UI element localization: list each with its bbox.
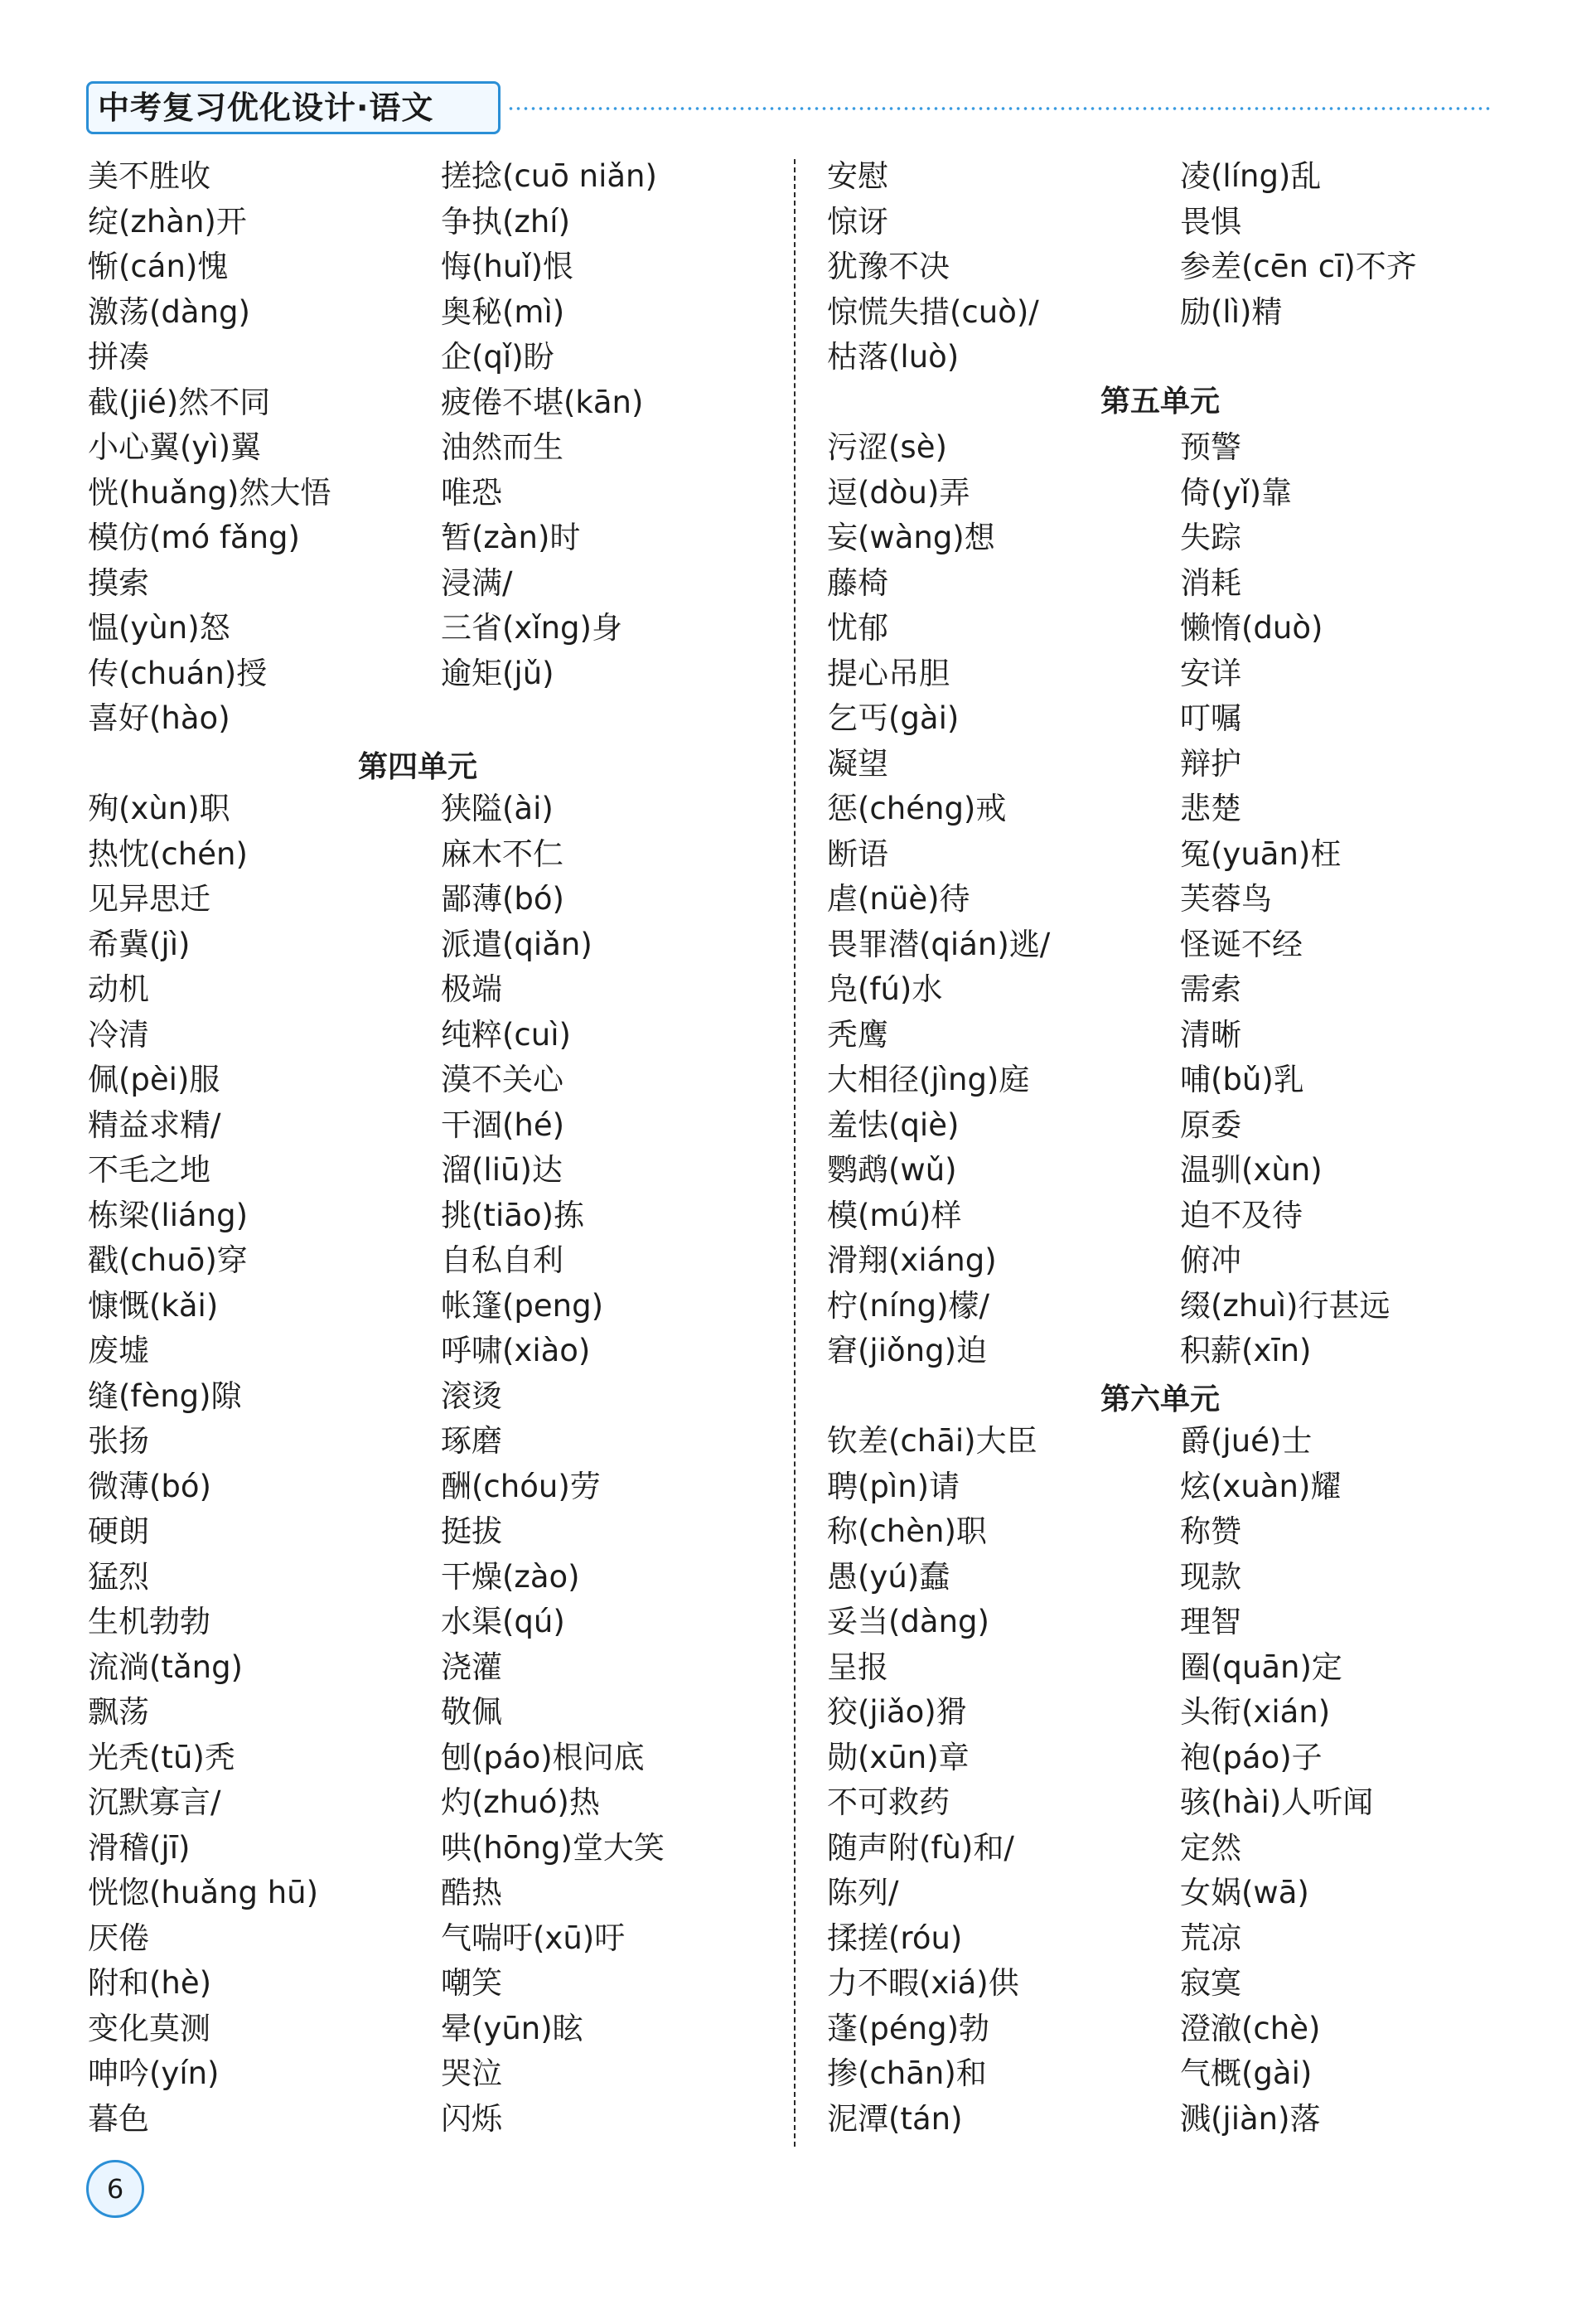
vocab-entry: 荒凉 <box>1180 1920 1241 1956</box>
vocab-entry: 爵(jué)士 <box>1180 1423 1313 1459</box>
vocab-entry: 畏惧 <box>1180 203 1241 240</box>
vocab-entry: 袍(páo)子 <box>1180 1739 1323 1775</box>
section-title-unit5: 第五单元 <box>1100 385 1221 419</box>
vocab-entry: 缀(zhuì)行甚远 <box>1180 1287 1390 1324</box>
vocab-entry: 妥当(dàng) <box>827 1604 989 1639</box>
vocab-entry: 陈列/ <box>827 1875 899 1910</box>
vocab-entry: 忧郁 <box>827 610 888 646</box>
vocab-entry: 闪烁 <box>441 2100 502 2137</box>
vocab-entry: 戳(chuō)穿 <box>88 1242 248 1278</box>
vocab-entry: 纯粹(cuì) <box>441 1016 571 1053</box>
vocab-entry: 微薄(bó) <box>88 1468 211 1504</box>
vocab-entry: 寂寞 <box>1180 1965 1241 2001</box>
vocab-entry: 栋梁(liáng) <box>88 1197 249 1233</box>
vocab-entry: 滚烫 <box>441 1377 502 1414</box>
vocab-entry: 懒惰(duò) <box>1180 610 1323 646</box>
vocab-entry: 生机勃勃 <box>88 1604 210 1639</box>
vocab-entry: 水渠(qú) <box>441 1604 565 1639</box>
page-number: 6 <box>86 2160 144 2218</box>
vocab-entry: 灼(zhuó)热 <box>441 1784 600 1820</box>
vocab-entry: 摸索 <box>88 564 149 601</box>
vocab-entry: 头衔(xián) <box>1180 1694 1331 1730</box>
vocab-entry: 大相径(jìng)庭 <box>827 1062 1030 1097</box>
vocab-entry: 自私自利 <box>441 1242 563 1278</box>
vocab-entry: 羞怯(qiè) <box>827 1106 960 1143</box>
column-2 <box>441 154 789 2142</box>
vocab-entry: 滑翔(xiáng) <box>827 1242 997 1278</box>
vocab-entry: 温驯(xùn) <box>1180 1152 1323 1188</box>
vocab-entry: 励(lì)精 <box>1180 293 1283 330</box>
vocab-entry: 鹦鹉(wǔ) <box>827 1152 957 1188</box>
vocab-entry: 气喘吁(xū)吁 <box>441 1920 626 1956</box>
vocab-entry: 随声附(fù)和/ <box>827 1829 1014 1866</box>
vocab-entry: 呈报 <box>827 1649 888 1685</box>
vocab-entry: 恍(huǎng)然大悟 <box>88 474 331 511</box>
vocab-entry: 三省(xǐng)身 <box>441 610 622 646</box>
column-1 <box>88 154 436 2142</box>
vocab-entry: 安慰 <box>827 158 888 194</box>
vocab-entry: 聘(pìn)请 <box>827 1468 960 1504</box>
vocab-entry: 光秃(tū)秃 <box>88 1739 235 1775</box>
vocab-entry: 激荡(dàng) <box>88 293 250 330</box>
vocab-entry: 附和(hè) <box>88 1965 212 2001</box>
vocab-entry: 厌倦 <box>88 1920 149 1956</box>
vocab-entry: 惩(chéng)戒 <box>827 791 1007 826</box>
vocab-entry: 称赞 <box>1180 1513 1241 1549</box>
vocab-entry: 废墟 <box>88 1333 149 1368</box>
vocab-entry: 消耗 <box>1180 564 1241 601</box>
vocab-entry: 称(chèn)职 <box>827 1513 987 1549</box>
column-4 <box>1180 154 1528 2142</box>
vocab-entry: 愠(yùn)怒 <box>88 610 230 646</box>
vocab-entry: 俯冲 <box>1180 1242 1241 1278</box>
vocab-entry: 力不暇(xiá)供 <box>827 1965 1019 2001</box>
vocab-entry: 提心吊胆 <box>827 655 950 691</box>
vocab-entry: 哄(hōng)堂大笑 <box>441 1829 665 1866</box>
vocab-entry: 佩(pèi)服 <box>88 1062 220 1097</box>
vocab-entry: 凝望 <box>827 745 888 782</box>
vocab-entry: 逾矩(jǔ) <box>441 655 554 691</box>
vocab-entry: 恍惚(huǎng hū) <box>88 1875 319 1910</box>
vocab-entry: 缝(fèng)隙 <box>88 1377 242 1414</box>
column-3 <box>827 154 1175 2142</box>
vocab-entry: 疲倦不堪(kān) <box>441 384 644 420</box>
vocab-entry: 气概(gài) <box>1180 2055 1313 2091</box>
vocab-entry: 慷慨(kǎi) <box>88 1287 219 1324</box>
vocab-entry: 飘荡 <box>88 1694 149 1730</box>
vocab-entry: 圈(quān)定 <box>1180 1649 1342 1685</box>
vocab-entry: 叮嘱 <box>1180 700 1241 736</box>
vocab-entry: 挺拔 <box>441 1513 502 1549</box>
section-title-unit6: 第六单元 <box>1100 1382 1221 1416</box>
vocab-entry: 哭泣 <box>441 2055 502 2091</box>
vocab-entry: 暮色 <box>88 2100 149 2137</box>
vocab-entry: 绽(zhàn)开 <box>88 203 247 240</box>
vocab-entry: 哺(bǔ)乳 <box>1180 1062 1304 1097</box>
vocab-entry: 现款 <box>1180 1558 1241 1595</box>
vocab-entry: 安详 <box>1180 655 1241 691</box>
vocab-entry: 派遣(qiǎn) <box>441 926 592 962</box>
vocab-entry: 挑(tiāo)拣 <box>441 1197 584 1233</box>
vocab-entry: 芙蓉鸟 <box>1180 881 1272 917</box>
vocab-entry: 殉(xùn)职 <box>88 791 230 826</box>
vocab-entry: 理智 <box>1180 1604 1241 1639</box>
vocab-entry: 柠(níng)檬/ <box>827 1287 990 1324</box>
header-dotted-rule <box>507 106 1490 111</box>
vocab-entry: 原委 <box>1180 1106 1241 1143</box>
vocab-entry: 搓捻(cuō niǎn) <box>441 158 657 194</box>
vocab-entry: 漠不关心 <box>441 1062 563 1097</box>
vocab-entry: 麻木不仁 <box>441 835 563 872</box>
vocab-entry: 逗(dòu)弄 <box>827 474 970 511</box>
vocab-entry: 帐篷(peng) <box>441 1287 604 1324</box>
vocab-entry: 浸满/ <box>441 564 513 601</box>
vocab-entry: 畏罪潜(qián)逃/ <box>827 926 1051 962</box>
vocab-entry: 积薪(xīn) <box>1180 1333 1312 1368</box>
vocab-entry: 干燥(zào) <box>441 1558 580 1595</box>
vocab-entry: 倚(yǐ)靠 <box>1180 474 1293 511</box>
vocab-entry: 悔(huǐ)恨 <box>441 249 574 284</box>
vocab-entry: 流淌(tǎng) <box>88 1649 243 1685</box>
vocab-entry: 犹豫不决 <box>827 249 950 284</box>
vocab-entry: 虐(nüè)待 <box>827 881 970 917</box>
vocab-entry: 喜好(hào) <box>88 700 230 736</box>
vocab-entry: 惊慌失措(cuò)/ <box>827 293 1039 330</box>
vocab-entry: 拼凑 <box>88 339 149 375</box>
vocab-entry: 模仿(mó fǎng) <box>88 520 300 555</box>
vocab-entry: 女娲(wā) <box>1180 1875 1309 1910</box>
page-title: 中考复习优化设计·语文 <box>98 90 434 126</box>
vocab-entry: 不可救药 <box>827 1784 950 1820</box>
vocab-entry: 狭隘(ài) <box>441 791 554 826</box>
vocab-entry: 刨(páo)根问底 <box>441 1739 645 1775</box>
vocab-entry: 传(chuán)授 <box>88 655 268 691</box>
vocab-entry: 希冀(jì) <box>88 926 191 962</box>
column-divider <box>794 159 796 2147</box>
vocab-entry: 炫(xuàn)耀 <box>1180 1468 1342 1504</box>
vocab-entry: 不毛之地 <box>88 1152 210 1188</box>
vocab-entry: 凫(fú)水 <box>827 971 943 1007</box>
vocab-entry: 鄙薄(bó) <box>441 881 564 917</box>
vocab-entry: 乞丐(gài) <box>827 700 960 736</box>
vocab-entry: 辩护 <box>1180 745 1241 782</box>
vocab-entry: 澄澈(chè) <box>1180 2010 1321 2046</box>
vocab-entry: 预警 <box>1180 429 1241 465</box>
vocab-entry: 蓬(péng)勃 <box>827 2010 990 2046</box>
vocab-entry: 参差(cēn cī)不齐 <box>1180 249 1417 284</box>
vocab-entry: 勋(xūn)章 <box>827 1739 970 1775</box>
vocab-entry: 嘲笑 <box>441 1965 502 2001</box>
vocab-entry <box>1180 335 1528 380</box>
vocab-entry: 猛烈 <box>88 1558 149 1595</box>
vocab-entry: 浇灌 <box>441 1649 502 1685</box>
vocab-entry: 张扬 <box>88 1423 149 1459</box>
vocab-entry: 暂(zàn)时 <box>441 520 581 555</box>
vocab-entry: 美不胜收 <box>88 158 210 194</box>
vocab-entry: 惊讶 <box>827 203 888 240</box>
vocab-entry: 溅(jiàn)落 <box>1180 2100 1321 2137</box>
vocab-entry: 动机 <box>88 971 149 1007</box>
vocab-entry: 油然而生 <box>441 429 563 465</box>
vocab-entry: 迫不及待 <box>1180 1197 1303 1233</box>
vocab-entry: 干涸(hé) <box>441 1106 565 1143</box>
vocab-entry: 截(jié)然不同 <box>88 384 271 420</box>
vocab-entry: 狡(jiǎo)猾 <box>827 1694 967 1730</box>
vocab-entry: 滑稽(jī) <box>88 1829 191 1866</box>
vocab-entry: 溜(liū)达 <box>441 1152 563 1188</box>
vocab-entry: 热忱(chén) <box>88 835 248 872</box>
vocab-entry: 定然 <box>1180 1829 1241 1866</box>
vocab-entry: 争执(zhí) <box>441 203 571 240</box>
vocab-entry: 悲楚 <box>1180 791 1241 826</box>
vocab-entry: 断语 <box>827 835 888 872</box>
vocab-entry: 怪诞不经 <box>1180 926 1303 962</box>
vocab-entry: 唯恐 <box>441 474 502 511</box>
vocab-entry: 呼啸(xiào) <box>441 1333 591 1368</box>
vocab-entry: 惭(cán)愧 <box>88 249 229 284</box>
vocab-entry <box>441 696 789 742</box>
section-title-unit4: 第四单元 <box>358 750 478 784</box>
vocab-entry: 奥秘(mì) <box>441 293 565 330</box>
vocab-entry: 敬佩 <box>441 1694 502 1730</box>
vocab-entry: 掺(chān)和 <box>827 2055 987 2091</box>
vocab-entry: 骇(hài)人听闻 <box>1180 1784 1374 1820</box>
vocab-entry: 秃鹰 <box>827 1016 888 1053</box>
vocab-entry: 沉默寡言/ <box>88 1784 221 1820</box>
vocab-entry: 呻吟(yín) <box>88 2055 220 2091</box>
vocab-entry: 酷热 <box>441 1875 502 1910</box>
vocab-entry: 藤椅 <box>827 564 888 601</box>
vocab-entry: 变化莫测 <box>88 2010 210 2046</box>
vocab-entry: 揉搓(róu) <box>827 1920 963 1956</box>
vocab-entry: 窘(jiǒng)迫 <box>827 1333 988 1368</box>
vocab-entry: 失踪 <box>1180 520 1241 555</box>
vocab-entry: 清晰 <box>1180 1016 1241 1053</box>
vocab-entry: 酬(chóu)劳 <box>441 1468 601 1504</box>
vocab-entry: 需索 <box>1180 971 1241 1007</box>
vocab-entry: 琢磨 <box>441 1423 502 1459</box>
vocab-entry: 凌(líng)乱 <box>1180 158 1322 194</box>
vocab-entry: 企(qǐ)盼 <box>441 339 554 375</box>
vocab-entry: 极端 <box>441 971 502 1007</box>
vocab-entry: 冷清 <box>88 1016 149 1053</box>
vocab-entry: 见异思迁 <box>88 881 210 917</box>
vocab-entry: 硬朗 <box>88 1513 149 1549</box>
vocab-entry: 泥潭(tán) <box>827 2100 963 2137</box>
vocab-entry: 冤(yuān)枉 <box>1180 835 1342 872</box>
vocab-entry: 小心翼(yì)翼 <box>88 429 262 465</box>
vocab-entry: 妄(wàng)想 <box>827 520 995 555</box>
vocab-entry: 模(mú)样 <box>827 1197 962 1233</box>
vocab-entry: 精益求精/ <box>88 1106 221 1143</box>
vocab-entry: 愚(yú)蠢 <box>827 1558 950 1595</box>
vocab-entry: 晕(yūn)眩 <box>441 2010 583 2046</box>
vocab-entry: 枯落(luò) <box>827 339 960 375</box>
vocab-entry: 钦差(chāi)大臣 <box>827 1423 1037 1459</box>
vocab-entry: 污涩(sè) <box>827 429 947 465</box>
